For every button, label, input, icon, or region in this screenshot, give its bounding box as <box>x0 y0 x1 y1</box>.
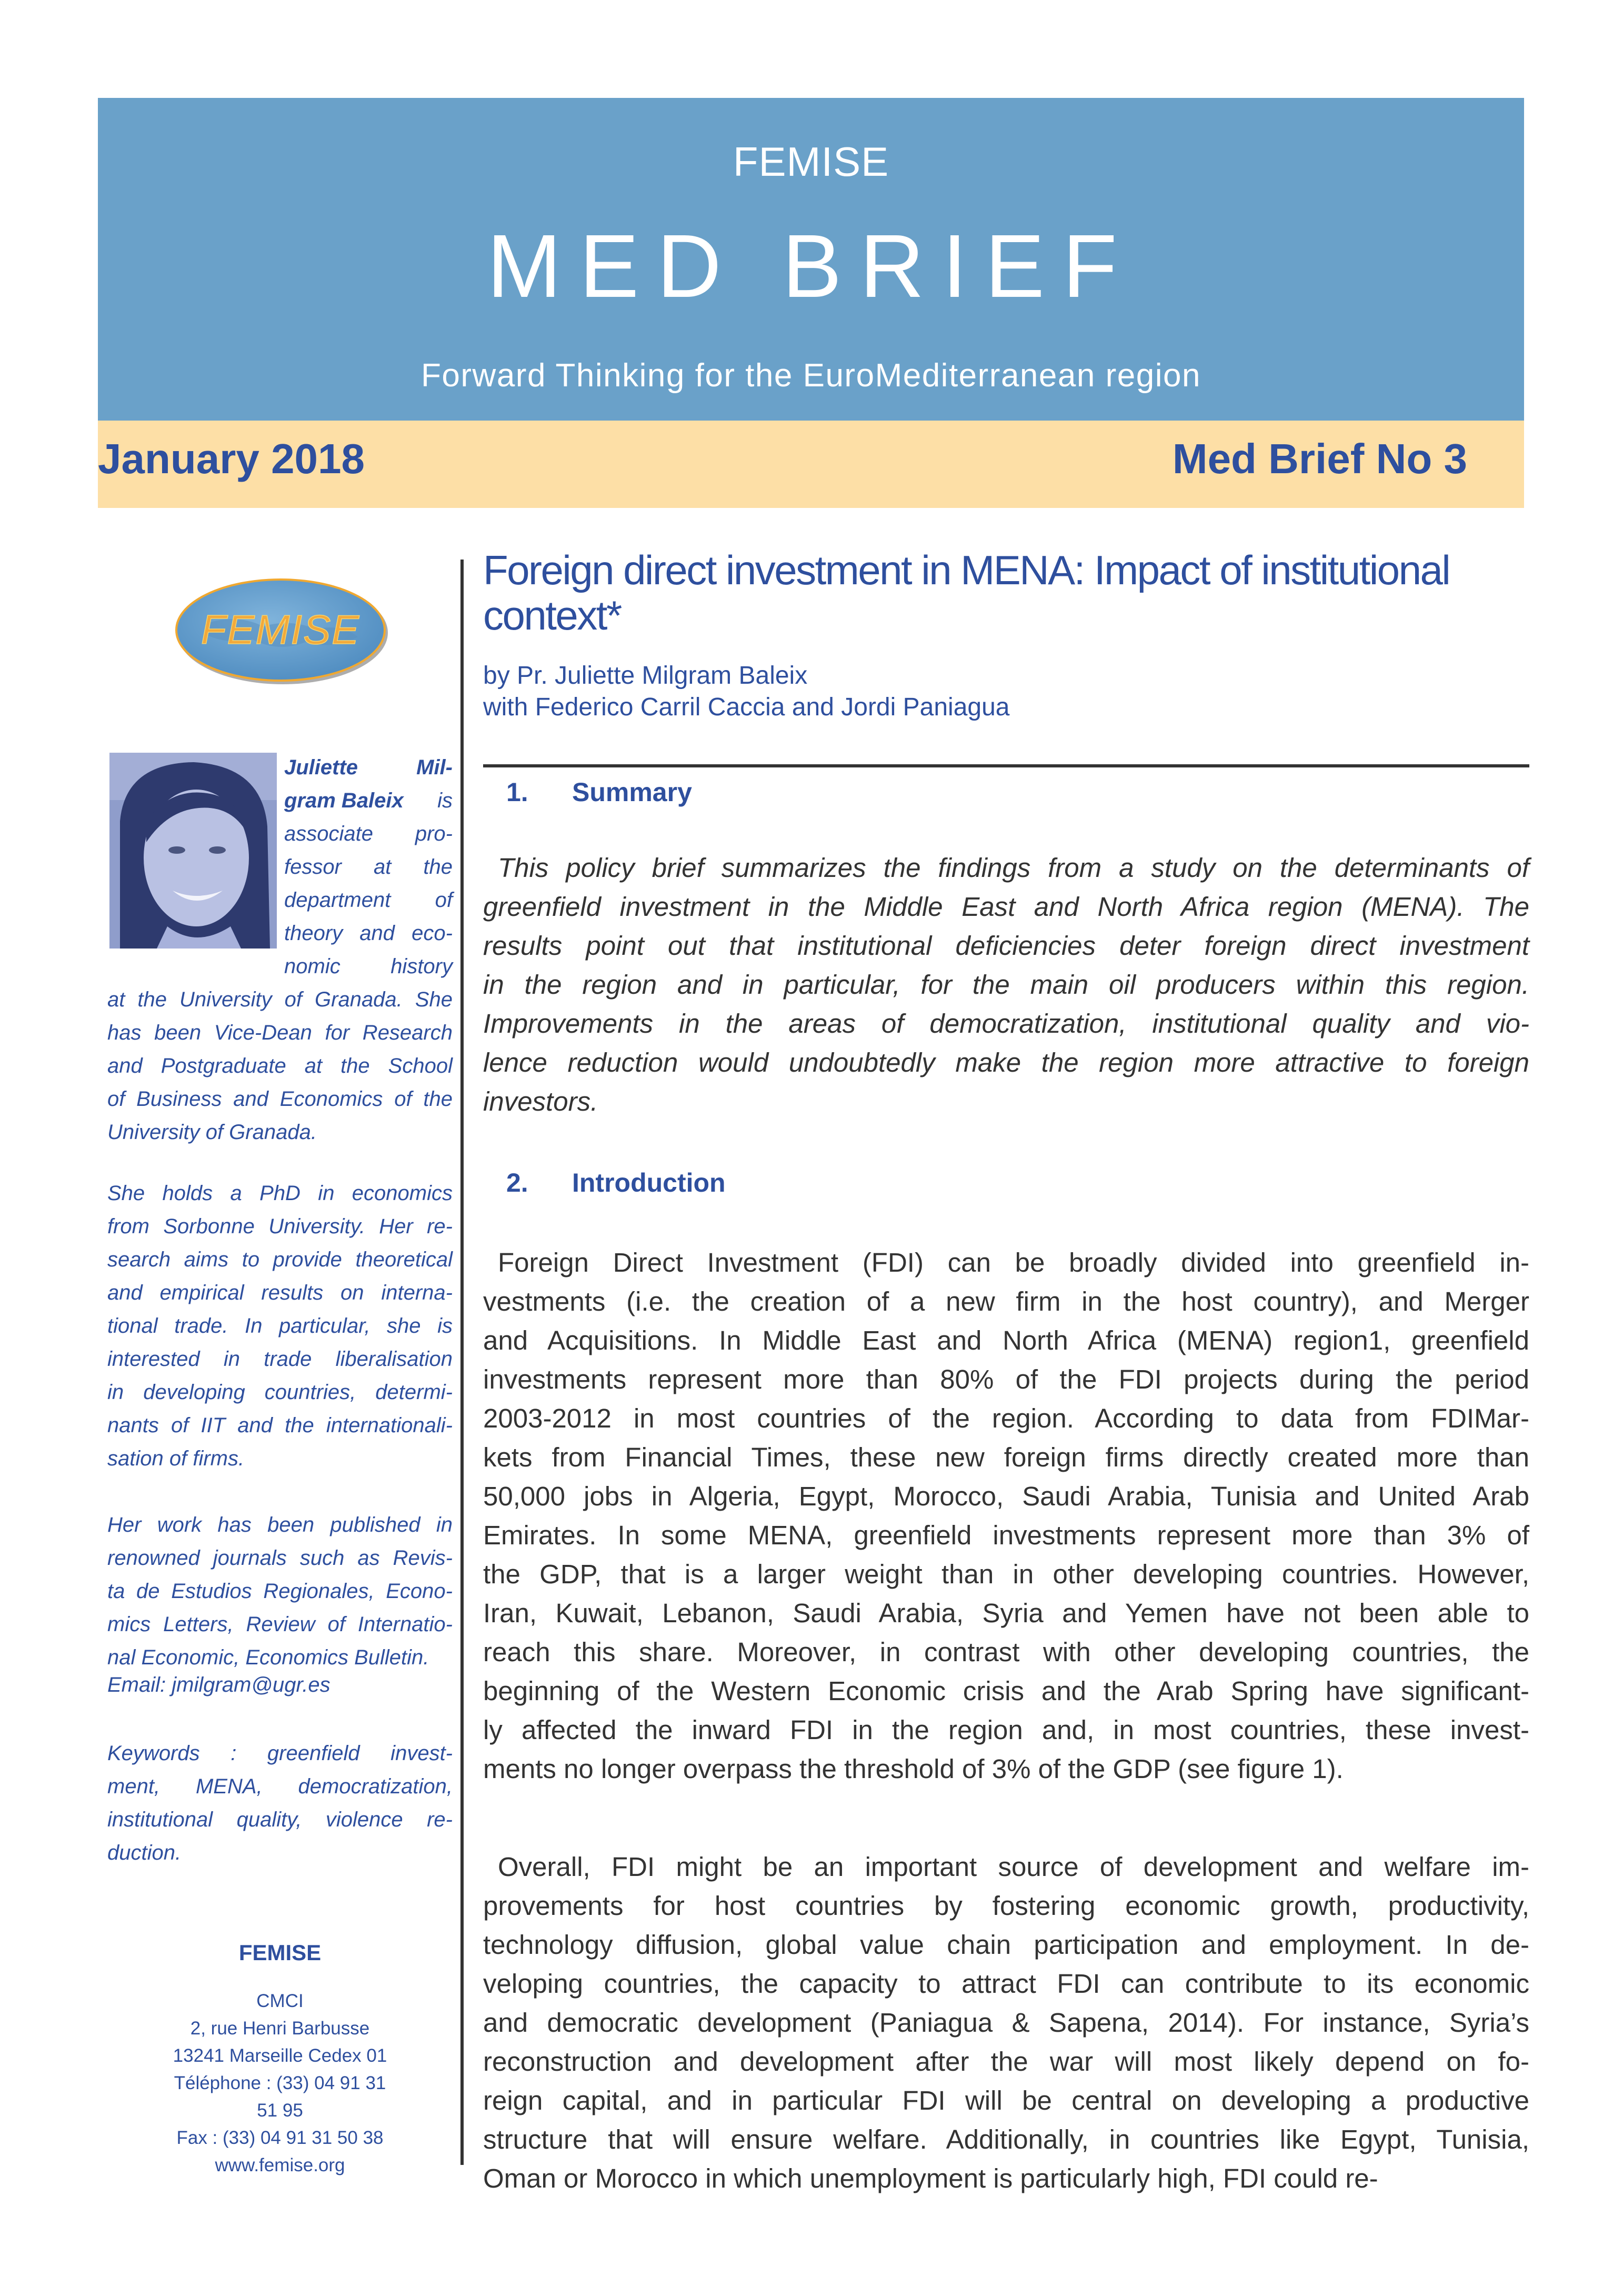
bio-line: associate pro- <box>284 822 453 845</box>
research-line: in developing countries, determi- <box>107 1381 453 1404</box>
website-link[interactable]: www.femise.org <box>215 2155 345 2175</box>
paragraph-line: and Acquisitions. In Middle East and North Africa (MENA) region1, greenfield <box>483 1325 1529 1355</box>
publications-line: Her work has been published in <box>107 1513 453 1536</box>
publications-line: nal Economic, Economics Bulletin. <box>107 1646 429 1669</box>
section-number: 2. <box>506 1168 528 1197</box>
intro-paragraph-1 <box>483 1243 1529 1789</box>
paragraph-line: results point out that institutional deficiencies deter foreign direct investment <box>483 931 1529 961</box>
paragraph-line: provements for host countries by fostering economic growth, productivity, <box>483 1891 1529 1921</box>
contact-line: Téléphone : (33) 04 91 31 <box>174 2073 386 2093</box>
paragraph-line: Oman or Morocco in which unemployment is particularly high, FDI could re- <box>483 2163 1378 2193</box>
bio-line: University of Granada. <box>107 1121 317 1144</box>
paragraph-line: lence reduction would undoubtedly make the region more attractive to foreign <box>483 1047 1529 1077</box>
paragraph-line: vestments (i.e. the creation of a new firm in the host country), and Merger <box>483 1286 1529 1316</box>
author-bio <box>107 751 453 1149</box>
logo-wordmark: FEMISE <box>201 606 360 653</box>
keywords-line: institutional quality, violence re- <box>107 1808 453 1831</box>
title-line: Foreign direct investment in MENA: Impact of institutional <box>483 547 1450 593</box>
paragraph-line: Emirates. In some MENA, greenfield investments represent more than 3% of <box>483 1520 1529 1550</box>
bio-line: fessor at the <box>284 855 453 879</box>
paragraph-line: This policy brief summarizes the findings from a study on the determinants of <box>498 853 1529 883</box>
publication-title: MED BRIEF <box>487 216 1135 316</box>
research-line: search aims to provide theoretical <box>107 1248 453 1271</box>
publications-line: renowned journals such as Revis- <box>107 1546 453 1570</box>
research-line: and empirical results on interna- <box>107 1281 453 1304</box>
bio-line: gram Baleix is <box>284 789 453 812</box>
byline-line: by Pr. Juliette Milgram Baleix <box>483 662 808 690</box>
contact-line: CMCI <box>256 1991 304 2011</box>
byline-line: with Federico Carril Caccia and Jordi Paniagua <box>483 693 1010 721</box>
research-line: interested in trade liberalisation <box>107 1347 453 1371</box>
paragraph-line: greenfield investment in the Middle East and North Africa region (MENA). The <box>483 892 1529 922</box>
header-organization: FEMISE <box>733 138 889 185</box>
paragraph-line: Iran, Kuwait, Lebanon, Saudi Arabia, Syria and Yemen have not been able to <box>483 1598 1529 1628</box>
keywords-line: duction. <box>107 1841 182 1864</box>
paragraph-line: beginning of the Western Economic crisis and the Arab Spring have significant- <box>483 1676 1529 1706</box>
paragraph-line: 50,000 jobs in Algeria, Egypt, Morocco, Saudi Arabia, Tunisia and United Arab <box>483 1481 1529 1511</box>
research-line: sation of firms. <box>107 1447 245 1470</box>
paragraph-line: the GDP, that is a larger weight than in other developing countries. However, <box>483 1559 1529 1589</box>
section-heading-introduction <box>506 1167 726 1198</box>
paragraph-line: reconstruction and development after the war will most likely depend on fo- <box>483 2047 1529 2077</box>
bio-line: of Business and Economics of the <box>107 1087 453 1111</box>
paragraph-line: reach this share. Moreover, in contrast with other developing countries, the <box>483 1637 1529 1667</box>
contact-line: Fax : (33) 04 91 31 50 38 <box>176 2128 384 2148</box>
email-link[interactable]: Email: jmilgram@ugr.es <box>107 1673 330 1696</box>
bio-line: at the University of Granada. She <box>107 988 453 1011</box>
section-title: Summary <box>572 777 692 807</box>
bio-line: Juliette Mil- <box>284 756 453 779</box>
issue-number: Med Brief No 3 <box>1172 435 1467 482</box>
bio-line: and Postgraduate at the School <box>107 1054 453 1077</box>
contact-line: 13241 Marseille Cedex 01 <box>173 2045 387 2066</box>
issue-date: January 2018 <box>98 435 365 482</box>
paragraph-line: ments no longer overpass the threshold of 3% of the GDP (see figure 1). <box>483 1754 1344 1784</box>
paragraph-line: technology diffusion, global value chain participation and employment. In de- <box>483 1930 1529 1960</box>
author-publications <box>107 1509 453 1674</box>
bio-line: theory and eco- <box>284 922 453 945</box>
article-title <box>483 547 1530 638</box>
bio-line: department of <box>284 889 453 912</box>
header-tagline: Forward Thinking for the EuroMediterranean region <box>421 357 1201 394</box>
research-line: She holds a PhD in economics <box>107 1182 453 1205</box>
column-divider <box>460 560 464 2165</box>
title-divider <box>483 764 1529 767</box>
paragraph-line: kets from Financial Times, these new foreign firms directly created more than <box>483 1442 1529 1472</box>
paragraph-line: Improvements in the areas of democratization, institutional quality and vio- <box>483 1009 1529 1039</box>
section-title: Introduction <box>572 1168 726 1197</box>
contact-line: 2, rue Henri Barbusse <box>190 2018 370 2039</box>
paragraph-line: in the region and in particular, for the main oil producers within this region. <box>483 970 1529 1000</box>
article-byline <box>483 660 1009 723</box>
research-line: nants of IIT and the internationali- <box>107 1414 453 1437</box>
paragraph-line: ly affected the inward FDI in the region and, in most countries, these invest- <box>483 1715 1529 1745</box>
section-number: 1. <box>506 777 528 807</box>
summary-paragraph <box>483 848 1529 1121</box>
title-line: context* <box>483 592 621 638</box>
femise-logo <box>174 576 389 687</box>
keywords <box>107 1737 453 1870</box>
paragraph-line: investors. <box>483 1086 598 1116</box>
publications-line: ta de Estudios Regionales, Econo- <box>107 1580 453 1603</box>
paragraph-line: reign capital, and in particular FDI will be central on developing a productive <box>483 2085 1529 2115</box>
publications-line: mics Letters, Review of Internatio- <box>107 1613 453 1636</box>
paragraph-line: veloping countries, the capacity to attract FDI can contribute to its economic <box>483 1969 1529 1999</box>
author-research <box>107 1177 453 1475</box>
paragraph-line: investments represent more than 80% of the FDI projects during the period <box>483 1364 1529 1394</box>
research-line: from Sorbonne University. Her re- <box>107 1215 453 1238</box>
keywords-line: ment, MENA, democratization, <box>107 1775 453 1798</box>
paragraph-line: Foreign Direct Investment (FDI) can be broadly divided into greenfield in- <box>498 1247 1529 1277</box>
keywords-line: Keywords : greenfield invest- <box>107 1742 453 1765</box>
author-email <box>107 1669 453 1702</box>
bio-line: has been Vice-Dean for Research <box>107 1021 453 1044</box>
intro-paragraph-2 <box>483 1848 1529 2198</box>
research-line: tional trade. In particular, she is <box>107 1314 453 1337</box>
contact-line: 51 95 <box>257 2100 303 2121</box>
section-heading-summary <box>506 777 692 807</box>
paragraph-line: Overall, FDI might be an important source of development and welfare im- <box>498 1852 1529 1882</box>
contact-block <box>107 1988 453 2179</box>
contact-title: FEMISE <box>238 1940 322 1965</box>
paragraph-line: 2003-2012 in most countries of the region. According to data from FDIMar- <box>483 1403 1529 1433</box>
bio-line: nomic history <box>284 955 453 978</box>
paragraph-line: and democratic development (Paniagua & Sapena, 2014). For instance, Syria’s <box>483 2008 1529 2038</box>
paragraph-line: structure that will ensure welfare. Additionally, in countries like Egypt, Tunisia, <box>483 2124 1529 2154</box>
